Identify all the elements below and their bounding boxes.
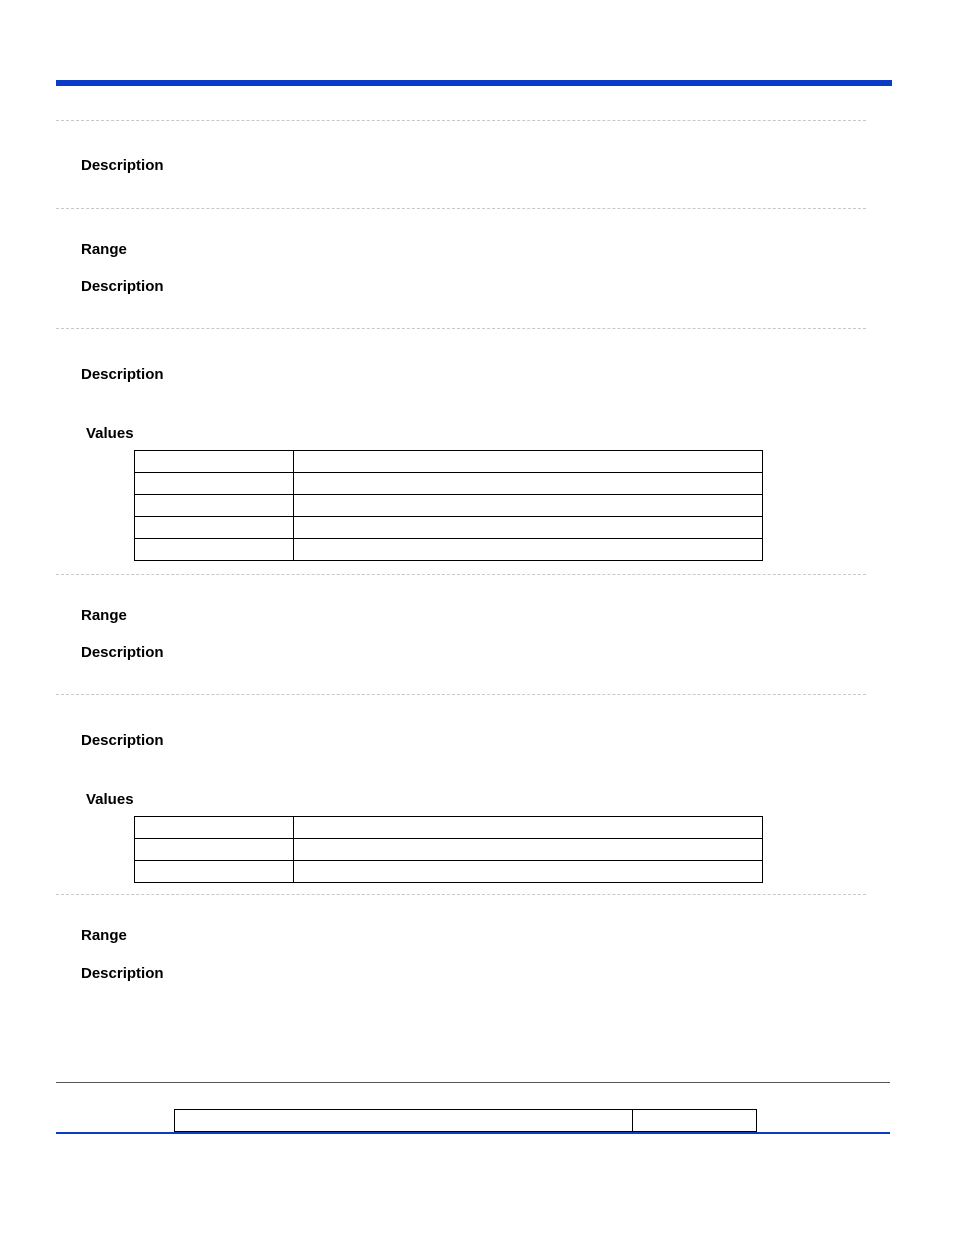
values-table: [134, 450, 763, 561]
description-label: Description: [81, 732, 164, 749]
description-label: Description: [81, 965, 164, 982]
range-label: Range: [81, 607, 127, 624]
values-table: [134, 816, 763, 883]
table-cell: [135, 539, 294, 561]
section-separator: [56, 120, 866, 121]
section-separator: [56, 574, 866, 575]
description-label: Description: [81, 366, 164, 383]
table-row: [135, 861, 763, 883]
table-row: [175, 1110, 757, 1132]
section-separator: [56, 328, 866, 329]
footer-accent-bar: [56, 1132, 890, 1134]
range-label: Range: [81, 241, 127, 258]
section-separator: [56, 694, 866, 695]
table-cell: [633, 1110, 757, 1132]
table-cell: [294, 817, 763, 839]
description-label: Description: [81, 644, 164, 661]
table-row: [135, 517, 763, 539]
table-row: [135, 473, 763, 495]
table-row: [135, 539, 763, 561]
table-cell: [294, 861, 763, 883]
values-label: Values: [86, 425, 134, 442]
footer-rule: [56, 1082, 890, 1083]
table-cell: [135, 451, 294, 473]
description-label: Description: [81, 278, 164, 295]
header-accent-bar: [56, 80, 892, 86]
section-separator: [56, 894, 866, 895]
footer-table: [174, 1109, 757, 1132]
table-cell: [135, 473, 294, 495]
range-label: Range: [81, 927, 127, 944]
section-separator: [56, 208, 866, 209]
table-cell: [135, 817, 294, 839]
table-cell: [294, 517, 763, 539]
table-cell: [294, 495, 763, 517]
table-row: [135, 451, 763, 473]
table-cell: [294, 451, 763, 473]
table-cell: [175, 1110, 633, 1132]
table-row: [135, 817, 763, 839]
table-cell: [135, 517, 294, 539]
table-cell: [135, 495, 294, 517]
values-label: Values: [86, 791, 134, 808]
table-cell: [135, 861, 294, 883]
table-row: [135, 495, 763, 517]
description-label: Description: [81, 157, 164, 174]
table-cell: [294, 539, 763, 561]
table-cell: [135, 839, 294, 861]
table-cell: [294, 473, 763, 495]
table-cell: [294, 839, 763, 861]
table-row: [135, 839, 763, 861]
